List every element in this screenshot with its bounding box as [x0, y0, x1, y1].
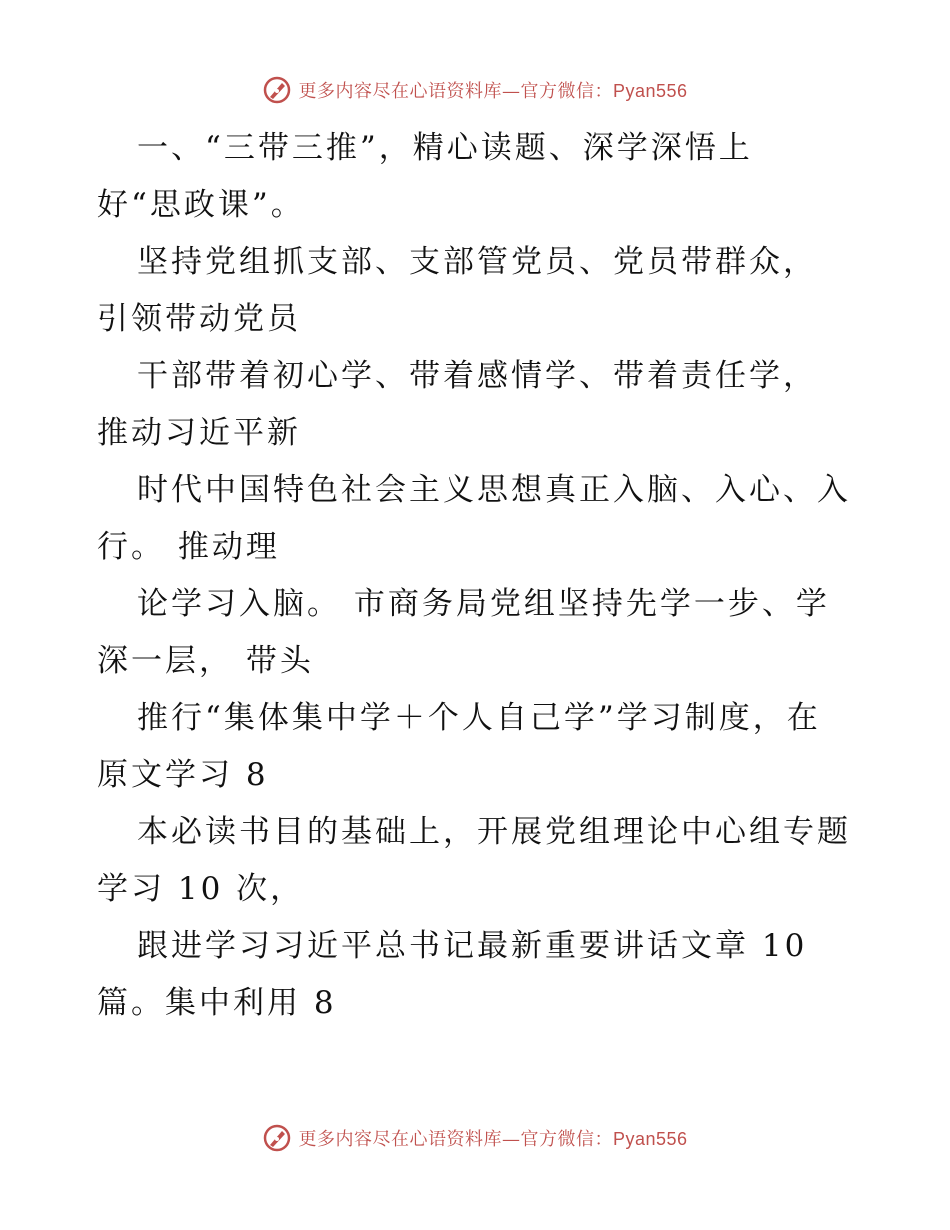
paragraph-line: 跟进学习习近平总书记最新重要讲话文章 10 [137, 928, 808, 964]
footer-wechat-label: 官方微信： [520, 1129, 613, 1150]
paragraph-4 [97, 462, 857, 576]
footer-text [298, 1125, 687, 1151]
pen-nib-logo-icon [262, 75, 292, 105]
paragraph-5 [97, 576, 857, 690]
paragraph-7 [97, 804, 857, 918]
paragraph-line: 学习 10 次， [97, 871, 305, 907]
header-wechat-label: 官方微信： [520, 81, 613, 102]
pen-nib-logo-icon [262, 1123, 292, 1153]
paragraph-line: 本必读书目的基础上，开展党组理论中心组专题 [137, 814, 851, 850]
paragraph-line: 坚持党组抓支部、支部管党员、党员带群众， [137, 244, 817, 280]
paragraph-line: 推行“集体集中学＋个人自己学”学习制度，在 [137, 700, 821, 736]
footer-dash: — [501, 1129, 521, 1150]
header-text [298, 77, 687, 103]
paragraph-line: 干部带着初心学、带着感情学、带着责任学， [137, 358, 817, 394]
paragraph-line: 时代中国特色社会主义思想真正入脑、入心、入 [137, 472, 851, 508]
footer-title: 更多内容尽在心语资料库 [298, 1129, 502, 1150]
paragraph-3 [97, 348, 857, 462]
header-wechat-id: Pyan556 [612, 81, 688, 101]
paragraph-line: 推动习近平新 [97, 415, 301, 451]
paragraph-line: 行。 推动理 [97, 529, 280, 565]
paragraph-line: 一、“三带三推”，精心读题、深学深悟上 [137, 130, 753, 166]
header-dash: — [501, 81, 521, 102]
document-body [97, 120, 857, 1032]
paragraph-2 [97, 234, 857, 348]
footer-banner [0, 1118, 950, 1158]
paragraph-line: 引领带动党员 [97, 301, 301, 337]
footer-wechat-id: Pyan556 [612, 1129, 688, 1149]
paragraph-6 [97, 690, 857, 804]
paragraph-line: 原文学习 8 [97, 757, 269, 793]
paragraph-line: 篇。集中利用 8 [97, 985, 337, 1021]
paragraph-line: 论学习入脑。 市商务局党组坚持先学一步、学 [137, 586, 830, 622]
header-title: 更多内容尽在心语资料库 [298, 81, 502, 102]
header-banner [0, 70, 950, 110]
paragraph-line: 深一层， 带头 [97, 643, 314, 679]
paragraph-8 [97, 918, 857, 1032]
paragraph-1 [97, 120, 857, 234]
paragraph-line: 好“思政课”。 [97, 187, 305, 223]
